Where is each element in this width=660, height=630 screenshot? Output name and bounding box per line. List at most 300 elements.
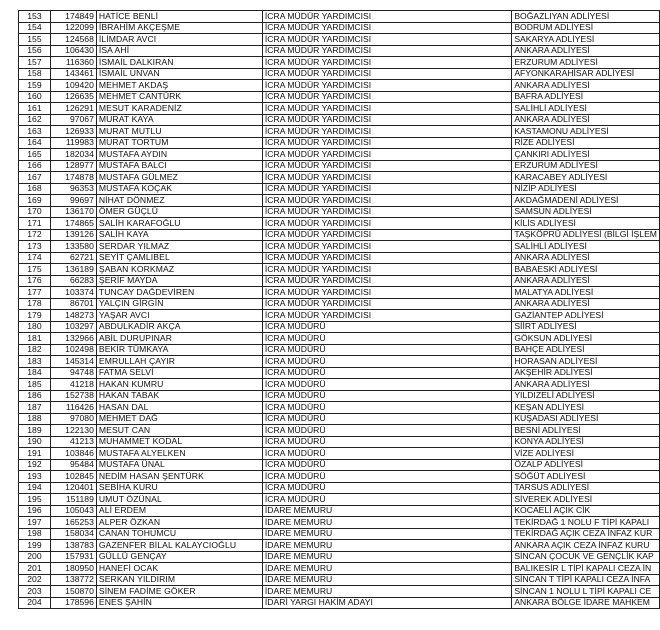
registry-number-cell: 132966 (50, 333, 96, 345)
position-title-cell: İCRA MÜDÜRÜ (262, 459, 511, 471)
position-title-cell: İDARE MEMURU (262, 528, 511, 540)
full-name-cell: MUSTAFA KOÇAK (96, 183, 262, 195)
registry-number-cell: 145314 (50, 356, 96, 368)
registry-number-cell: 124568 (50, 34, 96, 46)
position-title-cell: İCRA MÜDÜRÜ (262, 344, 511, 356)
table-row (19, 356, 660, 368)
row-number-cell: 183 (19, 356, 51, 368)
full-name-cell: NEDİM HASAN ŞENTÜRK (96, 471, 262, 483)
workplace-cell: BESNİ ADLİYESİ (512, 425, 660, 437)
registry-number-cell: 103846 (50, 448, 96, 460)
position-title-cell: İCRA MÜDÜR YARDIMCISI (262, 160, 511, 172)
registry-number-cell: 41218 (50, 379, 96, 391)
position-title-cell: İCRA MÜDÜR YARDIMCISI (262, 264, 511, 276)
workplace-cell: SALİHLİ ADLİYESİ (512, 241, 660, 253)
position-title-cell: İCRA MÜDÜR YARDIMCISI (262, 103, 511, 115)
table-row (19, 195, 660, 207)
position-title-cell: İDARE MEMURU (262, 540, 511, 552)
full-name-cell: MEHMET CANTÜRK (96, 91, 262, 103)
table-row (19, 183, 660, 195)
row-number-cell: 161 (19, 103, 51, 115)
position-title-cell: İCRA MÜDÜR YARDIMCISI (262, 11, 511, 23)
row-number-cell: 162 (19, 114, 51, 126)
position-title-cell: İCRA MÜDÜRÜ (262, 321, 511, 333)
row-number-cell: 201 (19, 563, 51, 575)
full-name-cell: MESUT CAN (96, 425, 262, 437)
registry-number-cell: 126635 (50, 91, 96, 103)
registry-number-cell: 106430 (50, 45, 96, 57)
row-number-cell: 191 (19, 448, 51, 460)
position-title-cell: İCRA MÜDÜR YARDIMCISI (262, 172, 511, 184)
registry-number-cell: 86701 (50, 298, 96, 310)
row-number-cell: 179 (19, 310, 51, 322)
full-name-cell: MURAT MUTLU (96, 126, 262, 138)
row-number-cell: 184 (19, 367, 51, 379)
registry-number-cell: 122099 (50, 22, 96, 34)
workplace-cell: NİZİP ADLİYESİ (512, 183, 660, 195)
table-row (19, 241, 660, 253)
full-name-cell: MUSTAFA AYDIN (96, 149, 262, 161)
position-title-cell: İCRA MÜDÜR YARDIMCISI (262, 310, 511, 322)
registry-number-cell: 174878 (50, 172, 96, 184)
full-name-cell: MUSTAFA ÜNAL (96, 459, 262, 471)
full-name-cell: GAZENFER BİLAL KALAYCIOĞLU (96, 540, 262, 552)
workplace-cell: BALIKESİR L TİPİ KAPALI CEZA İN (512, 563, 660, 575)
registry-number-cell: 133580 (50, 241, 96, 253)
position-title-cell: İCRA MÜDÜR YARDIMCISI (262, 126, 511, 138)
workplace-cell: GÖKSUN ADLİYESİ (512, 333, 660, 345)
position-title-cell: İCRA MÜDÜRÜ (262, 402, 511, 414)
registry-number-cell: 97067 (50, 114, 96, 126)
workplace-cell: AKDAĞMADENİ ADLİYESİ (512, 195, 660, 207)
table-row (19, 459, 660, 471)
full-name-cell: UMUT ÖZÜNAL (96, 494, 262, 506)
position-title-cell: İCRA MÜDÜR YARDIMCISI (262, 45, 511, 57)
registry-number-cell: 103374 (50, 287, 96, 299)
full-name-cell: SALİH KARAFOĞLU (96, 218, 262, 230)
registry-number-cell: 102498 (50, 344, 96, 356)
workplace-cell: BODRUM ADLİYESİ (512, 22, 660, 34)
registry-number-cell: 97080 (50, 413, 96, 425)
workplace-cell: YILDIZELİ ADLİYESİ (512, 390, 660, 402)
position-title-cell: İCRA MÜDÜR YARDIMCISI (262, 34, 511, 46)
workplace-cell: AKŞEHİR ADLİYESİ (512, 367, 660, 379)
full-name-cell: İLİMDAR AVCI (96, 34, 262, 46)
full-name-cell: EMRULLAH ÇAYIR (96, 356, 262, 368)
position-title-cell: İCRA MÜDÜR YARDIMCISI (262, 252, 511, 264)
full-name-cell: İBRAHİM AKÇEŞME (96, 22, 262, 34)
workplace-cell: BOĞAZLIYAN ADLİYESİ (512, 11, 660, 23)
position-title-cell: İCRA MÜDÜRÜ (262, 471, 511, 483)
table-row (19, 160, 660, 172)
row-number-cell: 165 (19, 149, 51, 161)
registry-number-cell: 178596 (50, 597, 96, 609)
registry-number-cell: 116426 (50, 402, 96, 414)
full-name-cell: MEHMET AKDAŞ (96, 80, 262, 92)
workplace-cell: TEKİRDAĞ AÇIK CEZA İNFAZ KUR (512, 528, 660, 540)
full-name-cell: HAKAN TABAK (96, 390, 262, 402)
row-number-cell: 164 (19, 137, 51, 149)
position-title-cell: İDARE MEMURU (262, 517, 511, 529)
row-number-cell: 204 (19, 597, 51, 609)
row-number-cell: 172 (19, 229, 51, 241)
workplace-cell: BAFRA ADLİYESİ (512, 91, 660, 103)
full-name-cell: MUSTAFA BALCI (96, 160, 262, 172)
registry-number-cell: 148273 (50, 310, 96, 322)
position-title-cell: İDARİ YARGI HAKİM ADAYI (262, 597, 511, 609)
full-name-cell: BEKİR TÜMKAYA (96, 344, 262, 356)
full-name-cell: İSMAİL DALKIRAN (96, 57, 262, 69)
full-name-cell: ABİL DURUPINAR (96, 333, 262, 345)
workplace-cell: ÇANKIRI ADLİYESİ (512, 149, 660, 161)
row-number-cell: 192 (19, 459, 51, 471)
table-row (19, 91, 660, 103)
row-number-cell: 187 (19, 402, 51, 414)
registry-number-cell: 136189 (50, 264, 96, 276)
row-number-cell: 182 (19, 344, 51, 356)
full-name-cell: İSA AHİ (96, 45, 262, 57)
full-name-cell: MESUT KARADENİZ (96, 103, 262, 115)
registry-number-cell: 128977 (50, 160, 96, 172)
registry-number-cell: 94748 (50, 367, 96, 379)
table-row (19, 22, 660, 34)
table-row (19, 413, 660, 425)
registry-number-cell: 182034 (50, 149, 96, 161)
table-row (19, 505, 660, 517)
table-row (19, 425, 660, 437)
position-title-cell: İCRA MÜDÜR YARDIMCISI (262, 57, 511, 69)
full-name-cell: SALİH KAYA (96, 229, 262, 241)
position-title-cell: İCRA MÜDÜRÜ (262, 356, 511, 368)
workplace-cell: ERZURUM ADLİYESİ (512, 160, 660, 172)
full-name-cell: HANEFİ OCAK (96, 563, 262, 575)
full-name-cell: TUNCAY DAĞDEVİREN (96, 287, 262, 299)
position-title-cell: İCRA MÜDÜR YARDIMCISI (262, 275, 511, 287)
table-row (19, 126, 660, 138)
full-name-cell: SİNEM FADİME GÖKER (96, 586, 262, 598)
full-name-cell: CANAN TOHUMCU (96, 528, 262, 540)
table-row (19, 218, 660, 230)
table-row (19, 137, 660, 149)
full-name-cell: İSMAİL UNVAN (96, 68, 262, 80)
full-name-cell: MURAT KAYA (96, 114, 262, 126)
position-title-cell: İDARE MEMURU (262, 586, 511, 598)
position-title-cell: İDARE MEMURU (262, 505, 511, 517)
full-name-cell: MUHAMMET KODAL (96, 436, 262, 448)
registry-number-cell: 122130 (50, 425, 96, 437)
workplace-cell: SİİRT ADLİYESİ (512, 321, 660, 333)
table-row (19, 574, 660, 586)
table-row (19, 264, 660, 276)
registry-number-cell: 151189 (50, 494, 96, 506)
position-title-cell: İDARE MEMURU (262, 563, 511, 575)
position-title-cell: İCRA MÜDÜRÜ (262, 333, 511, 345)
row-number-cell: 190 (19, 436, 51, 448)
workplace-cell: ÖZALP ADLİYESİ (512, 459, 660, 471)
workplace-cell: SİNCAN 1 NOLU L TİPİ KAPALI CE (512, 586, 660, 598)
position-title-cell: İCRA MÜDÜR YARDIMCISI (262, 137, 511, 149)
row-number-cell: 169 (19, 195, 51, 207)
row-number-cell: 155 (19, 34, 51, 46)
row-number-cell: 195 (19, 494, 51, 506)
workplace-cell: HORASAN ADLİYESİ (512, 356, 660, 368)
full-name-cell: SERDAR YILMAZ (96, 241, 262, 253)
table-row (19, 287, 660, 299)
registry-number-cell: 105043 (50, 505, 96, 517)
position-title-cell: İDARE MEMURU (262, 574, 511, 586)
full-name-cell: HAKAN KUMRU (96, 379, 262, 391)
row-number-cell: 189 (19, 425, 51, 437)
registry-number-cell: 150870 (50, 586, 96, 598)
table-row (19, 597, 660, 609)
row-number-cell: 159 (19, 80, 51, 92)
workplace-cell: ANKARA BÖLGE İDARE MAHKEM (512, 597, 660, 609)
table-row (19, 344, 660, 356)
row-number-cell: 202 (19, 574, 51, 586)
full-name-cell: ŞABAN KORKMAZ (96, 264, 262, 276)
table-row (19, 80, 660, 92)
row-number-cell: 174 (19, 252, 51, 264)
row-number-cell: 194 (19, 482, 51, 494)
position-title-cell: İCRA MÜDÜR YARDIMCISI (262, 22, 511, 34)
workplace-cell: KOCAELİ AÇIK CİK (512, 505, 660, 517)
registry-number-cell: 165253 (50, 517, 96, 529)
row-number-cell: 178 (19, 298, 51, 310)
workplace-cell: TARSUS ADLİYESİ (512, 482, 660, 494)
workplace-cell: SİNCAN T TİPİ KAPALI CEZA İNFA (512, 574, 660, 586)
row-number-cell: 198 (19, 528, 51, 540)
workplace-cell: SALİHLİ ADLİYESİ (512, 103, 660, 115)
workplace-cell: SÖĞÜT ADLİYESİ (512, 471, 660, 483)
table-row (19, 114, 660, 126)
table-row (19, 494, 660, 506)
position-title-cell: İCRA MÜDÜR YARDIMCISI (262, 206, 511, 218)
workplace-cell: AFYONKARAHİSAR ADLİYESİ (512, 68, 660, 80)
table-row (19, 321, 660, 333)
row-number-cell: 181 (19, 333, 51, 345)
workplace-cell: KEŞAN ADLİYESİ (512, 402, 660, 414)
position-title-cell: İCRA MÜDÜRÜ (262, 390, 511, 402)
registry-number-cell: 136170 (50, 206, 96, 218)
registry-number-cell: 41213 (50, 436, 96, 448)
full-name-cell: MEHMET DAĞ (96, 413, 262, 425)
full-name-cell: ŞERİF MAYDA (96, 275, 262, 287)
registry-number-cell: 103297 (50, 321, 96, 333)
workplace-cell: KASTAMONU ADLİYESİ (512, 126, 660, 138)
registry-number-cell: 120401 (50, 482, 96, 494)
workplace-cell: SAMSUN ADLİYESİ (512, 206, 660, 218)
row-number-cell: 200 (19, 551, 51, 563)
position-title-cell: İCRA MÜDÜRÜ (262, 494, 511, 506)
workplace-cell: TEKİRDAĞ 1 NOLU F TİPİ KAPALI (512, 517, 660, 529)
table-row (19, 206, 660, 218)
registry-number-cell: 138783 (50, 540, 96, 552)
table-row (19, 333, 660, 345)
full-name-cell: ABDULKADİR AKÇA (96, 321, 262, 333)
full-name-cell: GÜLLÜ GENÇAY (96, 551, 262, 563)
registry-number-cell: 138772 (50, 574, 96, 586)
position-title-cell: İCRA MÜDÜRÜ (262, 367, 511, 379)
full-name-cell: FATMA SELVİ (96, 367, 262, 379)
full-name-cell: HATİCE BENLİ (96, 11, 262, 23)
position-title-cell: İCRA MÜDÜRÜ (262, 482, 511, 494)
table-row (19, 252, 660, 264)
table-row (19, 172, 660, 184)
workplace-cell: ANKARA ADLİYESİ (512, 298, 660, 310)
workplace-cell: BAHÇE ADLİYESİ (512, 344, 660, 356)
row-number-cell: 154 (19, 22, 51, 34)
row-number-cell: 156 (19, 45, 51, 57)
table-row (19, 586, 660, 598)
workplace-cell: ANKARA ADLİYESİ (512, 379, 660, 391)
row-number-cell: 157 (19, 57, 51, 69)
position-title-cell: İCRA MÜDÜR YARDIMCISI (262, 68, 511, 80)
full-name-cell: ALİ ERDEM (96, 505, 262, 517)
position-title-cell: İCRA MÜDÜR YARDIMCISI (262, 229, 511, 241)
row-number-cell: 153 (19, 11, 51, 23)
position-title-cell: İCRA MÜDÜR YARDIMCISI (262, 114, 511, 126)
row-number-cell: 160 (19, 91, 51, 103)
row-number-cell: 167 (19, 172, 51, 184)
workplace-cell: RİZE ADLİYESİ (512, 137, 660, 149)
position-title-cell: İCRA MÜDÜR YARDIMCISI (262, 80, 511, 92)
table-row (19, 551, 660, 563)
workplace-cell: SİVEREK ADLİYESİ (512, 494, 660, 506)
workplace-cell: ANKARA AÇIK CEZA İNFAZ KURU (512, 540, 660, 552)
table-row (19, 448, 660, 460)
registry-number-cell: 157931 (50, 551, 96, 563)
table-row (19, 563, 660, 575)
row-number-cell: 185 (19, 379, 51, 391)
table-row (19, 68, 660, 80)
position-title-cell: İDARE MEMURU (262, 551, 511, 563)
workplace-cell: ANKARA ADLİYESİ (512, 114, 660, 126)
row-number-cell: 180 (19, 321, 51, 333)
workplace-cell: SAKARYA ADLİYESİ (512, 34, 660, 46)
full-name-cell: SEYİT ÇAMLIBEL (96, 252, 262, 264)
workplace-cell: ANKARA ADLİYESİ (512, 45, 660, 57)
full-name-cell: NİHAT DÖNMEZ (96, 195, 262, 207)
registry-number-cell: 158034 (50, 528, 96, 540)
row-number-cell: 196 (19, 505, 51, 517)
position-title-cell: İCRA MÜDÜR YARDIMCISI (262, 149, 511, 161)
workplace-cell: GAZİANTEP ADLİYESİ (512, 310, 660, 322)
row-number-cell: 188 (19, 413, 51, 425)
row-number-cell: 176 (19, 275, 51, 287)
table-row (19, 482, 660, 494)
workplace-cell: KİLİS ADLİYESİ (512, 218, 660, 230)
table-row (19, 310, 660, 322)
position-title-cell: İCRA MÜDÜR YARDIMCISI (262, 218, 511, 230)
row-number-cell: 171 (19, 218, 51, 230)
full-name-cell: ENES ŞAHİN (96, 597, 262, 609)
row-number-cell: 177 (19, 287, 51, 299)
position-title-cell: İCRA MÜDÜRÜ (262, 436, 511, 448)
row-number-cell: 175 (19, 264, 51, 276)
registry-number-cell: 66283 (50, 275, 96, 287)
registry-number-cell: 96353 (50, 183, 96, 195)
registry-number-cell: 143461 (50, 68, 96, 80)
registry-number-cell: 99697 (50, 195, 96, 207)
workplace-cell: BABAESKİ ADLİYESİ (512, 264, 660, 276)
table-row (19, 275, 660, 287)
full-name-cell: MURAT TORTUM (96, 137, 262, 149)
registry-number-cell: 102845 (50, 471, 96, 483)
row-number-cell: 197 (19, 517, 51, 529)
table-row (19, 45, 660, 57)
position-title-cell: İCRA MÜDÜRÜ (262, 448, 511, 460)
registry-number-cell: 180950 (50, 563, 96, 575)
table-row (19, 298, 660, 310)
table-row (19, 517, 660, 529)
table-row (19, 471, 660, 483)
row-number-cell: 166 (19, 160, 51, 172)
workplace-cell: ANKARA ADLİYESİ (512, 252, 660, 264)
table-row (19, 390, 660, 402)
workplace-cell: KARACABEY ADLİYESİ (512, 172, 660, 184)
workplace-cell: VİZE ADLİYESİ (512, 448, 660, 460)
row-number-cell: 193 (19, 471, 51, 483)
workplace-cell: SİNCAN ÇOCUK VE GENÇLİK KAP (512, 551, 660, 563)
table-row (19, 34, 660, 46)
table-row (19, 528, 660, 540)
workplace-cell: ANKARA ADLİYESİ (512, 275, 660, 287)
position-title-cell: İCRA MÜDÜR YARDIMCISI (262, 298, 511, 310)
registry-number-cell: 152738 (50, 390, 96, 402)
position-title-cell: İCRA MÜDÜR YARDIMCISI (262, 91, 511, 103)
table-row (19, 57, 660, 69)
full-name-cell: MUSTAFA ALYELKEN (96, 448, 262, 460)
full-name-cell: SERKAN YILDIRIM (96, 574, 262, 586)
table-row (19, 367, 660, 379)
registry-number-cell: 95484 (50, 459, 96, 471)
position-title-cell: İCRA MÜDÜR YARDIMCISI (262, 183, 511, 195)
row-number-cell: 168 (19, 183, 51, 195)
registry-number-cell: 174849 (50, 11, 96, 23)
workplace-cell: KONYA ADLİYESİ (512, 436, 660, 448)
row-number-cell: 186 (19, 390, 51, 402)
table-body (19, 11, 660, 609)
position-title-cell: İCRA MÜDÜRÜ (262, 425, 511, 437)
table-row (19, 540, 660, 552)
full-name-cell: YALÇIN GİRGİN (96, 298, 262, 310)
full-name-cell: MUSTAFA GÜLMEZ (96, 172, 262, 184)
position-title-cell: İCRA MÜDÜRÜ (262, 413, 511, 425)
row-number-cell: 170 (19, 206, 51, 218)
registry-number-cell: 174865 (50, 218, 96, 230)
workplace-cell: KUŞADASI ADLİYESİ (512, 413, 660, 425)
registry-number-cell: 139126 (50, 229, 96, 241)
registry-number-cell: 126933 (50, 126, 96, 138)
full-name-cell: YAŞAR AVCI (96, 310, 262, 322)
position-title-cell: İCRA MÜDÜRÜ (262, 379, 511, 391)
table-row (19, 229, 660, 241)
table-row (19, 149, 660, 161)
table-row (19, 402, 660, 414)
registry-number-cell: 109420 (50, 80, 96, 92)
registry-number-cell: 126291 (50, 103, 96, 115)
row-number-cell: 163 (19, 126, 51, 138)
registry-number-cell: 119983 (50, 137, 96, 149)
row-number-cell: 158 (19, 68, 51, 80)
full-name-cell: ÖMER GÜÇLÜ (96, 206, 262, 218)
workplace-cell: MALATYA ADLİYESİ (512, 287, 660, 299)
full-name-cell: HASAN DAL (96, 402, 262, 414)
full-name-cell: SEBİHA KURU (96, 482, 262, 494)
personnel-table (18, 10, 660, 609)
full-name-cell: ALPER ÖZKAN (96, 517, 262, 529)
workplace-cell: TAŞKÖPRÜ ADLİYESİ (BİLGİ İŞLEM (512, 229, 660, 241)
